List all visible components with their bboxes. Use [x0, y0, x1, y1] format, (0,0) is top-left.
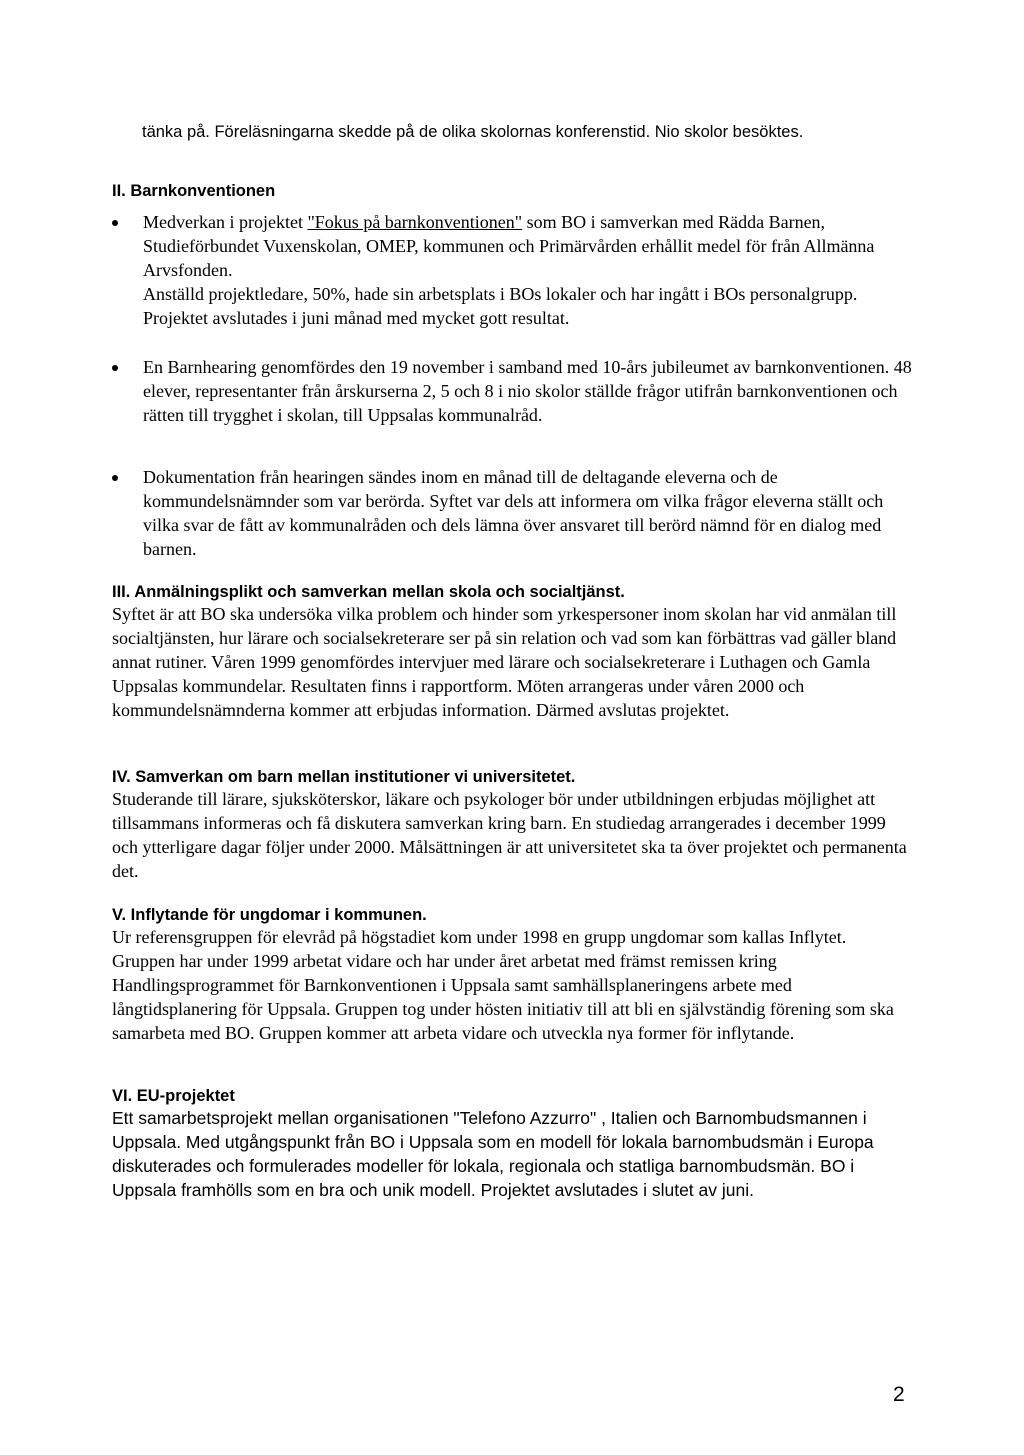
- bullet-1-post: som BO i samverkan med Rädda Barnen, Studieförbundet Vuxenskolan, OMEP, kommunen och Primärvården erhållit medel för från Allmänna Arvsfonden.: [143, 212, 875, 280]
- bullet-1-text: [143, 210, 912, 282]
- section-2-bullet-2: [112, 355, 912, 427]
- project-name: "Fokus på barnkonventionen": [307, 212, 523, 232]
- bullet-dot: [112, 365, 118, 371]
- section-2-bullet-3: [112, 465, 912, 561]
- intro-paragraph: tänka på. Föreläsningarna skedde på de olika skolornas konferenstid. Nio skolor besöktes.: [142, 123, 804, 141]
- section-5-body: Ur referensgruppen för elevråd på högstadiet kom under 1998 en grupp ungdomar som kallas Inflytet. Gruppen har under 1999 arbetat vidare och har under året arbetat med främst remissen kring Handlingsprogrammet för Barnkonventionen i Uppsala samt samhällsplaneringens arbete med långtidsplanering för Uppsala. Gruppen tog under hösten initiativ till att bli en självständig förening som ska samarbeta med BO. Gruppen kommer att arbeta vidare och utveckla nya former för inflytande.: [112, 927, 894, 1043]
- bullet-1-pre: Medverkan i projektet: [143, 212, 308, 232]
- section-4-body: Studerande till lärare, sjuksköterskor, läkare och psykologer bör under utbildningen erbjudas möjlighet att tillsammans informeras och få diskutera samverkan kring barn. En studiedag arrangerades i december 1999 och ytterligare dagar följer under 2000. Målsättningen är att universitetet ska ta över projektet och permanenta det.: [112, 789, 907, 881]
- section-4-heading: IV. Samverkan om barn mellan institutioner vi universitetet.: [112, 768, 576, 786]
- bullet-1-line2: Anställd projektledare, 50%, hade sin arbetsplats i BOs lokaler och har ingått i BOs personalgrupp. Projektet avslutades i juni månad med mycket gott resultat.: [143, 284, 858, 328]
- section-2-heading: II. Barnkonventionen: [112, 182, 276, 200]
- section-3-heading: III. Anmälningsplikt och samverkan mellan skola och socialtjänst.: [112, 583, 625, 601]
- page-number: 2: [893, 1383, 905, 1406]
- section-3-body: Syftet är att BO ska undersöka vilka problem och hinder som yrkespersoner inom skolan har vid anmälan till socialtjänsten, hur lärare och socialsekreterare ser på sin relation och vad som kan förbättras vad gäller bland annat rutiner. Våren 1999 genomfördes intervjuer med lärare och socialsekreterare i Luthagen och Gamla Uppsalas kommundelar. Resultaten finns i rapportform. Möten arrangeras under våren 2000 och kommundelsnämnderna kommer att erbjudas information. Därmed avslutas projektet.: [112, 604, 897, 720]
- bullet-2-text: En Barnhearing genomfördes den 19 november i samband med 10-års jubileumet av barnkonventionen. 48 elever, representanter från årskurserna 2, 5 och 8 i nio skolor ställde frågor utifrån barnkonventionen och rätten till trygghet i skolan, till Uppsalas kommunalråd.: [143, 357, 912, 425]
- bullet-dot: [112, 220, 118, 226]
- section-2-bullet-1: [112, 210, 912, 330]
- bullet-3-text: Dokumentation från hearingen sändes inom en månad till de deltagande eleverna och de kommundelsnämnder som var berörda. Syftet var dels att informera om vilka frågor eleverna ställt och vilka svar de fått av kommunalråden och dels lämna över ansvaret till berörd nämnd för en dialog med barnen.: [143, 467, 884, 559]
- section-6-body: Ett samarbetsprojekt mellan organisationen "Telefono Azzurro" , Italien och Barnombudsmannen i Uppsala. Med utgångspunkt från BO i Uppsala som en modell för lokala barnombudsmän i Europa diskuterades och formulerades modeller för lokala, regionala och statliga barnombudsmän. BO i Uppsala framhölls som en bra och unik modell. Projektet avslutades i slutet av juni.: [112, 1108, 874, 1200]
- section-5-heading: V. Inflytande för ungdomar i kommunen.: [112, 906, 427, 924]
- section-6-heading: VI. EU-projektet: [112, 1087, 235, 1105]
- bullet-dot: [112, 475, 118, 481]
